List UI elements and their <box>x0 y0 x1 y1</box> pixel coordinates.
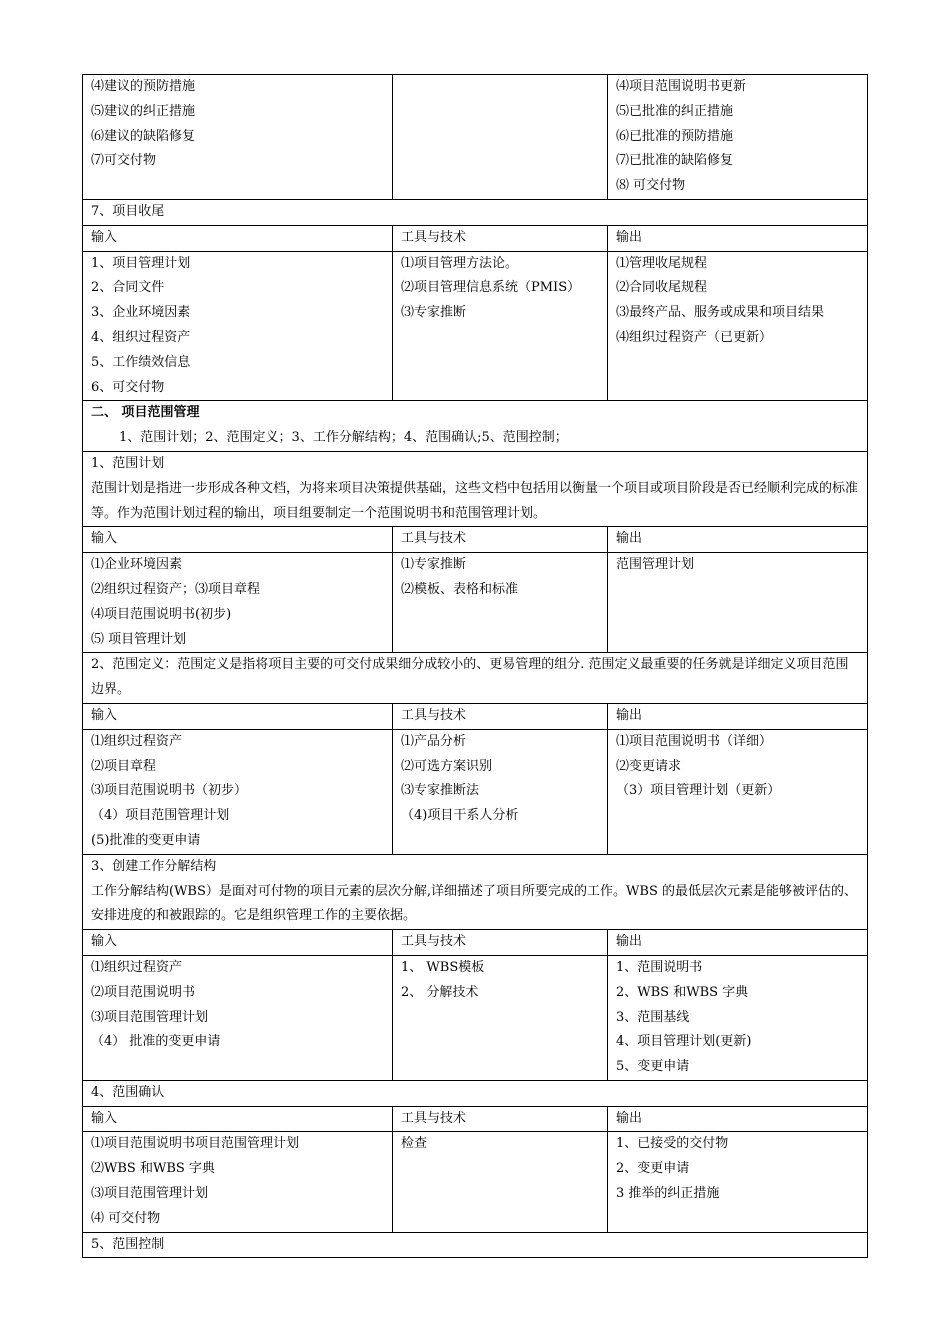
verify-tools-cell <box>393 1132 608 1232</box>
header-row <box>83 930 868 956</box>
list-item: ⑴企业环境因素 <box>91 557 183 573</box>
scope-heading-cell <box>83 401 868 452</box>
define-desc-cell <box>83 653 868 704</box>
wbs-desc-cell <box>83 854 868 929</box>
list-item: ⑹已批准的预防措施 <box>616 128 734 144</box>
list-item: ⑵合同收尾规程 <box>616 280 708 296</box>
process-table <box>82 74 868 1258</box>
plan-desc-cell <box>83 451 868 526</box>
list-item: ⑶项目范围管理计划 <box>91 1009 209 1025</box>
list-item: （4）项目范围管理计划 <box>91 808 230 824</box>
header-tools: 工具与技术 <box>393 1106 608 1132</box>
plan-tools-cell <box>393 553 608 653</box>
list-item: 1、 WBS模板 <box>401 959 485 975</box>
list-item: 3、企业环境因素 <box>91 305 191 321</box>
header-output: 输出 <box>608 527 868 553</box>
section-title: 7、项目收尾 <box>83 200 868 226</box>
closing-tools-cell <box>393 251 608 401</box>
list-item: 检查 <box>401 1136 428 1152</box>
list-item: ⑶项目范围说明书（初步） <box>91 783 248 799</box>
list-item: ⑵可选方案识别 <box>401 758 493 774</box>
section-description: 范围计划是指进一步形成各种文档，为将来项目决策提供基础，这些文档中包括用以衡量一个项目或项目阶段是否已经顺利完成的标准等。作为范围计划过程的输出，项目组要制定一个范围说明书和范围管理计划。 <box>91 480 859 521</box>
section-title: 5、范围控制 <box>83 1232 868 1258</box>
header-tools: 工具与技术 <box>393 703 608 729</box>
section-heading: 二、 项目范围管理 <box>91 405 200 421</box>
plan-outputs-cell <box>608 553 868 653</box>
table-row <box>83 451 868 526</box>
list-item: ⑷建议的预防措施 <box>91 79 196 94</box>
header-output: 输出 <box>608 930 868 956</box>
header-input: 输入 <box>83 225 393 251</box>
table-row <box>83 1080 868 1106</box>
define-tools-cell <box>393 729 608 854</box>
top-tools-cell <box>393 75 608 200</box>
list-item: ⑷组织过程资产（已更新） <box>616 329 773 345</box>
header-row <box>83 703 868 729</box>
list-item: 2、 分解技术 <box>401 984 479 1000</box>
list-item: ⑺已批准的缺陷修复 <box>616 153 734 169</box>
list-item: （4） 批准的变更申请 <box>91 1034 221 1050</box>
list-item: (5)批准的变更申请 <box>91 832 201 848</box>
list-item: ⑸ 项目管理计划 <box>91 631 187 647</box>
list-item: ⑹建议的缺陷修复 <box>91 128 196 144</box>
define-inputs-cell <box>83 729 393 854</box>
list-item: （3）项目管理计划（更新） <box>616 783 781 799</box>
header-input: 输入 <box>83 527 393 553</box>
header-output: 输出 <box>608 1106 868 1132</box>
list-item: ⑺可交付物 <box>91 153 157 169</box>
section-title: 3、创建工作分解结构 <box>91 858 217 874</box>
list-item: 2、变更申请 <box>616 1161 690 1177</box>
header-row <box>83 1106 868 1132</box>
list-item: 4、组织过程资产 <box>91 329 191 345</box>
wbs-outputs-cell <box>608 955 868 1080</box>
section-description: 工作分解结构(WBS）是面对可付物的项目元素的层次分解,详细描述了项目所要完成的工作。WBS 的最低层次元素是能够被评估的、安排进度的和被跟踪的。它是组织管理工作的主要依据。 <box>91 883 857 924</box>
list-item: 1、项目管理计划 <box>91 255 191 271</box>
list-item: ⑴专家推断 <box>401 557 467 573</box>
closing-outputs-cell <box>608 251 868 401</box>
list-item: ⑴组织过程资产 <box>91 733 183 749</box>
table-row <box>83 1232 868 1258</box>
list-item: ⑵模板、表格和标准 <box>401 581 519 597</box>
list-item: 3、范围基线 <box>616 1009 690 1025</box>
list-item: 6、可交付物 <box>91 379 165 395</box>
table-row <box>83 251 868 401</box>
list-item: ⑷项目范围说明书(初步) <box>91 606 232 622</box>
list-item: 1、已接受的交付物 <box>616 1136 729 1152</box>
section-title: 1、范围计划 <box>91 455 165 471</box>
wbs-inputs-cell <box>83 955 393 1080</box>
list-item: ⑶最终产品、服务或成果和项目结果 <box>616 305 825 321</box>
list-item: ⑵WBS 和WBS 字典 <box>91 1161 215 1177</box>
list-item: 1、范围说明书 <box>616 959 703 975</box>
header-input: 输入 <box>83 930 393 956</box>
section-title: 4、范围确认 <box>83 1080 868 1106</box>
list-item: 5、变更申请 <box>616 1059 690 1075</box>
list-item: ⑴产品分析 <box>401 733 467 749</box>
list-item: ⑵项目章程 <box>91 758 157 774</box>
list-item: ⑵项目范围说明书 <box>91 984 196 1000</box>
list-item: （4)项目干系人分析 <box>401 808 519 824</box>
list-item: ⑷ 可交付物 <box>91 1210 161 1226</box>
list-item: ⑴项目管理方法论。 <box>401 255 519 271</box>
header-tools: 工具与技术 <box>393 930 608 956</box>
list-item: ⑴管理收尾规程 <box>616 255 708 271</box>
list-item: ⑶专家推断法 <box>401 783 480 799</box>
list-item: ⑵项目管理信息系统（PMIS） <box>401 280 581 296</box>
list-item: ⑶项目范围管理计划 <box>91 1186 209 1202</box>
closing-inputs-cell <box>83 251 393 401</box>
header-row <box>83 527 868 553</box>
header-output: 输出 <box>608 703 868 729</box>
wbs-tools-cell <box>393 955 608 1080</box>
verify-inputs-cell <box>83 1132 393 1232</box>
table-row <box>83 200 868 226</box>
section-description: 2、范围定义：范围定义是指将项目主要的可交付成果细分成较小的、更易管理的组分. 范围定义最重要的任务就是详细定义项目范围边界。 <box>91 657 849 698</box>
list-item: 4、项目管理计划(更新) <box>616 1034 752 1050</box>
list-item: ⑻ 可交付物 <box>616 178 686 194</box>
list-item: 2、合同文件 <box>91 280 165 296</box>
list-item: ⑶专家推断 <box>401 305 467 321</box>
top-outputs-cell <box>608 75 868 200</box>
list-item: ⑸已批准的纠正措施 <box>616 103 734 119</box>
table-row <box>83 653 868 704</box>
list-item: ⑵变更请求 <box>616 758 682 774</box>
list-item: ⑵组织过程资产；⑶项目章程 <box>91 581 261 597</box>
scope-process-list: 1、范围计划；2、范围定义；3、工作分解结构；4、范围确认;5、范围控制； <box>119 430 568 446</box>
list-item: ⑴组织过程资产 <box>91 959 183 975</box>
header-tools: 工具与技术 <box>393 527 608 553</box>
table-row <box>83 955 868 1080</box>
list-item: 3 推举的纠正措施 <box>616 1186 720 1202</box>
define-outputs-cell <box>608 729 868 854</box>
table-row <box>83 75 868 200</box>
plan-inputs-cell <box>83 553 393 653</box>
top-inputs-cell <box>83 75 393 200</box>
header-input: 输入 <box>83 1106 393 1132</box>
header-output: 输出 <box>608 225 868 251</box>
header-input: 输入 <box>83 703 393 729</box>
table-row <box>83 854 868 929</box>
list-item: ⑴项目范围说明书（详细） <box>616 733 773 749</box>
table-row <box>83 553 868 653</box>
list-item: ⑷项目范围说明书更新 <box>616 79 747 94</box>
table-row <box>83 401 868 452</box>
list-item: ⑸建议的纠正措施 <box>91 103 196 119</box>
header-row <box>83 225 868 251</box>
header-tools: 工具与技术 <box>393 225 608 251</box>
list-item: 2、WBS 和WBS 字典 <box>616 984 749 1000</box>
table-row <box>83 729 868 854</box>
table-row <box>83 1132 868 1232</box>
verify-outputs-cell <box>608 1132 868 1232</box>
list-item: ⑴项目范围说明书项目范围管理计划 <box>91 1136 300 1152</box>
list-item: 5、工作绩效信息 <box>91 354 191 370</box>
list-item: 范围管理计划 <box>616 557 695 573</box>
